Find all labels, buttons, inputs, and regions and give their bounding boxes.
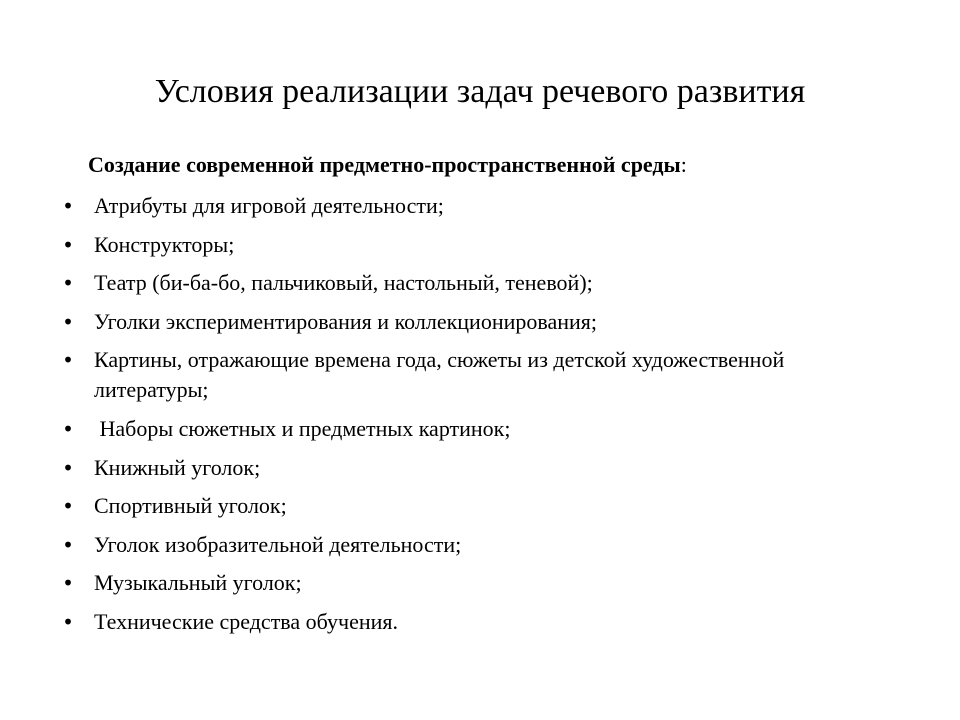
bullet-icon: • (62, 194, 74, 218)
list-item (0, 191, 960, 221)
bullet-icon: • (62, 271, 74, 296)
list-item-text: Технические средства обучения. (94, 608, 399, 634)
bullet-list (0, 191, 960, 646)
bullet-icon: • (62, 609, 74, 634)
list-item (0, 491, 960, 521)
list-item-text: Картины, отражающие времена года, сюжеты из детской художественной литературы; (94, 347, 785, 403)
bullet-icon: • (62, 494, 74, 519)
slide-subtitle (88, 150, 687, 180)
bullet-icon: • (62, 348, 74, 373)
list-item (0, 307, 960, 337)
list-item (0, 568, 960, 598)
bullet-icon: • (62, 309, 74, 334)
bullet-icon: • (62, 416, 74, 441)
list-item-text: Уголки экспериментирования и коллекционирования; (94, 308, 598, 334)
bullet-icon: • (62, 455, 74, 480)
list-item (0, 414, 960, 444)
bullet-icon: • (62, 571, 74, 596)
bullet-icon: • (62, 232, 74, 257)
list-item-text: Театр (би-ба-бо, пальчиковый, настольный, теневой); (94, 270, 593, 296)
list-item-text: Конструкторы; (94, 231, 235, 257)
list-item-text: Наборы сюжетных и предметных картинок; (94, 415, 511, 441)
slide-title: Условия реализации задач речевого развития (154, 73, 806, 110)
bullet-icon: • (62, 532, 74, 557)
subtitle-colon: : (680, 152, 687, 177)
list-item (0, 453, 960, 483)
list-item-text: Музыкальный уголок; (94, 570, 302, 596)
list-item (0, 268, 960, 298)
list-item-text: Атрибуты для игровой деятельности; (94, 193, 444, 218)
list-item-text: Уголок изобразительной деятельности; (94, 531, 462, 557)
list-item (0, 607, 960, 637)
list-item (0, 230, 960, 260)
list-item-text: Спортивный уголок; (94, 493, 287, 519)
list-item (0, 530, 960, 560)
list-item-text: Книжный уголок; (94, 454, 261, 480)
subtitle-bold-text: Создание современной предметно-пространственной среды (88, 152, 681, 177)
list-item (0, 345, 960, 405)
